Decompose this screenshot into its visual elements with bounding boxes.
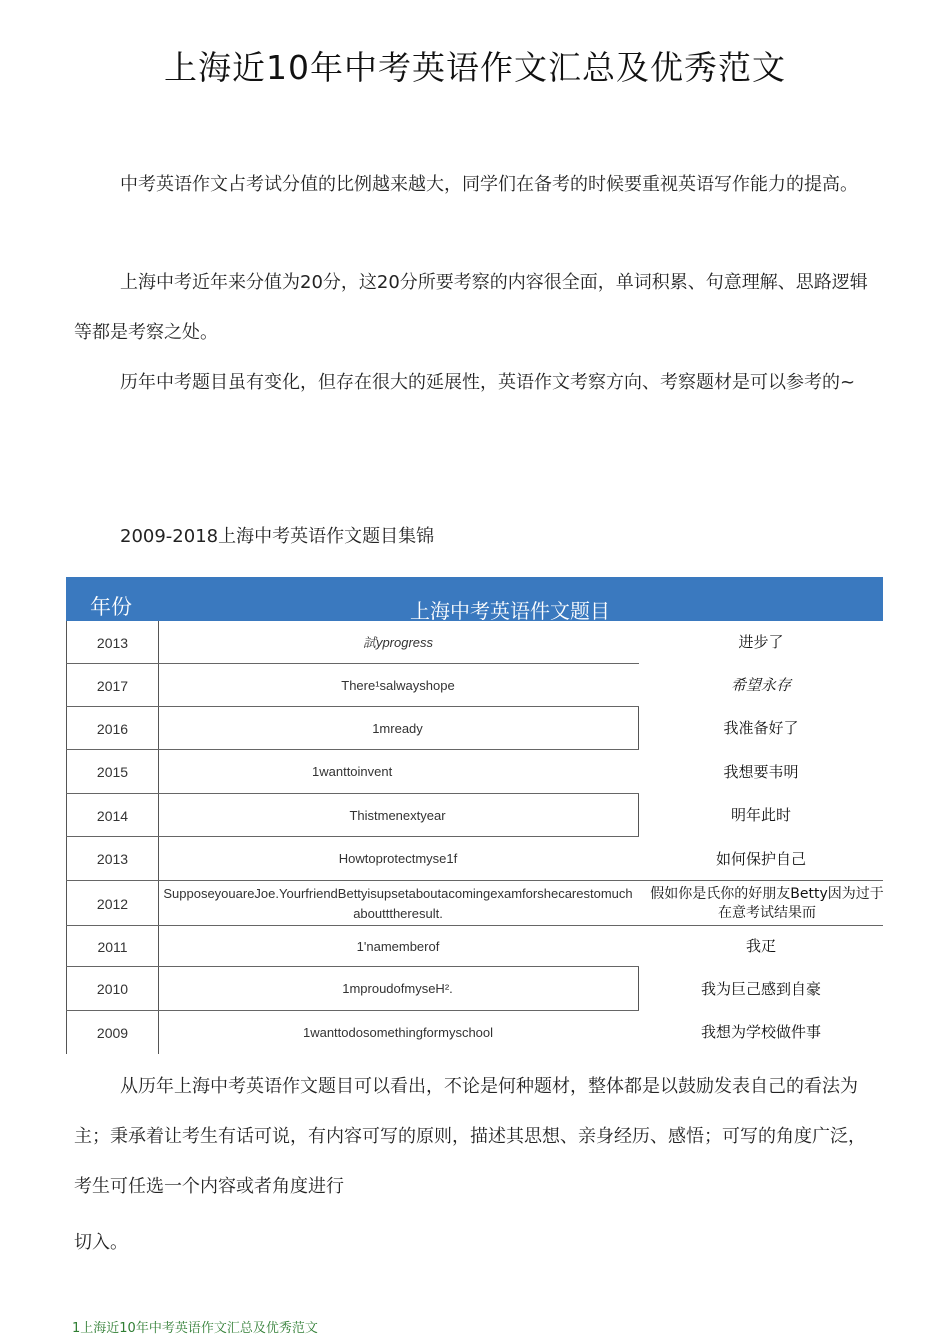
row-year: 2016 — [66, 707, 159, 750]
row-chinese-topic: 我想要韦明 — [723, 762, 799, 781]
row-english-topic: There¹salwayshope — [341, 677, 455, 693]
table-row — [66, 1011, 883, 1054]
table-row — [66, 621, 883, 664]
row-chinese-topic: 如何保护自己 — [715, 849, 806, 868]
page-title: 上海近10年中考英语作文汇总及优秀范文 — [164, 48, 786, 87]
row-chinese-topic: 假如你是氏你的好朋友Betty因为过于在意考试结果而 — [650, 885, 884, 921]
row-year: 2013 — [66, 621, 159, 664]
table-row — [66, 750, 883, 794]
table-row — [66, 794, 883, 837]
row-chinese-topic: 我准备好了 — [723, 719, 799, 737]
row-chinese-topic: 我疋 — [745, 937, 776, 955]
row-chinese-topic: 希望永存 — [730, 676, 791, 694]
row-year: 2010 — [66, 967, 159, 1011]
header-year: 年份 — [90, 595, 132, 619]
row-chinese-topic: 进步了 — [738, 633, 784, 651]
page-footer: 1上海近10年中考英语作文汇总及优秀范文 — [72, 1321, 318, 1336]
row-chinese-topic: 明年此时 — [730, 806, 791, 824]
row-year: 2017 — [66, 664, 159, 707]
row-english-topic: 試yprogress — [362, 634, 434, 650]
row-english-topic: Thistmenextyear — [157, 794, 639, 837]
row-year: 2014 — [66, 794, 159, 837]
row-english-topic: 1wanttoinvent — [312, 764, 393, 779]
row-english-topic: 1wanttodosomethingformyschool — [302, 1024, 494, 1040]
row-english-topic: SupposeyouareJoe.YourfriendBettyisupsetaboutacomingexamforshecarestomuchaboutttheresult. — [163, 885, 633, 921]
intro-paragraph-2: 上海中考近年来分值为20分，这20分所要考察的内容很全面，单词积累、句意理解、思路逻辑等都是考察之处。 — [74, 272, 868, 343]
intro-paragraph-1: 中考英语作文占考试分值的比例越来越大，同学们在备考的时候要重视英语写作能力的提高。 — [120, 174, 858, 195]
row-english-topic: 1mproudofmyseH². — [157, 967, 639, 1011]
header-topic: 上海中考英语件文题目 — [410, 599, 610, 623]
conclusion-tail: 切入。 — [74, 1232, 128, 1253]
row-english-topic: Howtoprotectmyse1f — [338, 851, 458, 866]
row-english-topic: 1'namemberof — [356, 938, 440, 954]
row-chinese-topic: 我想为学校做件事 — [700, 1023, 821, 1041]
conclusion-paragraph: 从历年上海中考英语作文题目可以看出，不论是何种题材，整体都是以鼓励发表自己的看法为主；秉承着让考生有话可说，有内容可写的原则，描述其思想、亲身经历、感悟；可写的角度广泛，考生可任选一个内容或者角度进行 — [74, 1076, 866, 1197]
row-year: 2009 — [66, 1011, 159, 1054]
row-year: 2012 — [66, 881, 159, 926]
table-row — [66, 707, 883, 750]
row-english-topic: 1mready — [157, 707, 639, 750]
row-year: 2015 — [66, 750, 159, 794]
intro-paragraph-3: 历年中考题目虽有变化，但存在很大的延展性，英语作文考察方向、考察题材是可以参考的~ — [120, 372, 856, 393]
table-row — [66, 664, 883, 707]
table-row — [66, 837, 883, 881]
table-row — [66, 926, 883, 967]
row-chinese-topic: 我为巨己感到自豪 — [700, 979, 821, 998]
row-year: 2013 — [66, 837, 159, 881]
topics-table — [66, 577, 883, 1054]
table-row — [66, 967, 883, 1011]
table-caption: 2009-2018上海中考英语作文题目集锦 — [120, 526, 435, 547]
row-year: 2011 — [66, 926, 159, 967]
table-header — [66, 577, 883, 621]
table-row — [66, 881, 883, 926]
